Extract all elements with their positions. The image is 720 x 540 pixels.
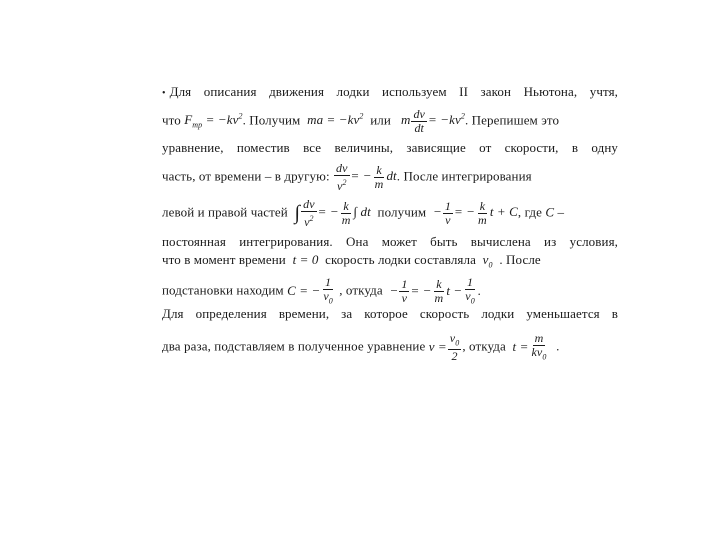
text-line-3: [162, 140, 618, 156]
text-line-4: [162, 162, 618, 193]
formula-ma: ma = $-kv^2$: [307, 112, 364, 128]
text-segment: , где: [517, 204, 542, 220]
formula-friction: $F_{тр} = -kv^2$: [184, 112, 243, 131]
text-segment: два раза, подставляем в полученное уравнение: [162, 338, 426, 354]
bullet-icon: •: [162, 88, 166, 99]
text-line-5: [162, 198, 618, 229]
text-segment: , откуда: [339, 282, 383, 298]
formula-result: − $\frac{1}{v}$ = − $\frac{k}{m}$ t + C: [432, 199, 518, 227]
text-segment: . Получим: [242, 112, 301, 128]
text-segment: или: [370, 112, 391, 128]
text-segment: Для определения времени, за которое скорость лодки уменьшается в: [162, 306, 618, 321]
text-segment: часть, от времени – в другую:: [162, 168, 330, 184]
text-segment: подстановки находим: [162, 282, 284, 298]
text-segment: . Перепишем это: [464, 112, 560, 128]
text-segment: . После интегрирования: [396, 168, 532, 184]
text-segment: скорость лодки составляла: [325, 252, 476, 267]
formula-c-value: C = − $\frac{1}{v_0}$: [287, 275, 333, 306]
formula-t-result: t = $\frac{m}{kv_0}$: [512, 331, 547, 362]
text-line-6: [162, 234, 618, 250]
formula-c: C: [545, 204, 555, 220]
text-segment: .: [556, 338, 560, 354]
text-line-7: [162, 252, 618, 274]
text-line-2: [162, 108, 618, 135]
text-line-1: [162, 84, 618, 102]
formula-mdvdt: m $\frac{dv}{dt}$ = $-kv^2$: [400, 107, 465, 135]
formula-separated: $\frac{dv}{v^2}$ = − $\frac{k}{m}$ dt: [336, 161, 397, 193]
formula-v-half: v = $\frac{v_0}{2}$: [428, 331, 460, 364]
text-segment: Для описания движения лодки используем II закон Ньютона, учтя,: [169, 84, 618, 99]
text-segment: левой и правой частей: [162, 204, 288, 220]
text-line-10: [162, 332, 618, 363]
formula-t0: t = 0: [292, 252, 319, 267]
text-segment: что в момент времени: [162, 252, 286, 267]
text-segment: , откуда: [462, 338, 506, 354]
text-segment: . После: [499, 252, 541, 267]
text-line-8: [162, 276, 618, 307]
text-segment: что: [162, 112, 181, 128]
formula-final: − $\frac{1}{v}$ = − $\frac{k}{m}$ t − $\frac{1}{v_0}$ .: [389, 275, 482, 306]
formula-integral: ∫ $\frac{dv}{v^2}$ = − $\frac{k}{m}$ ∫ dt: [294, 197, 371, 229]
text-segment: уравнение, поместив все величины, зависящие от скорости, в одну: [162, 140, 618, 155]
text-segment: получим: [377, 204, 427, 220]
text-line-9: [162, 306, 618, 322]
text-segment: постоянная интегрирования. Она может быть вычислена из условия,: [162, 234, 618, 249]
text-segment: –: [557, 204, 565, 220]
formula-v0: $v_0$: [482, 252, 493, 270]
